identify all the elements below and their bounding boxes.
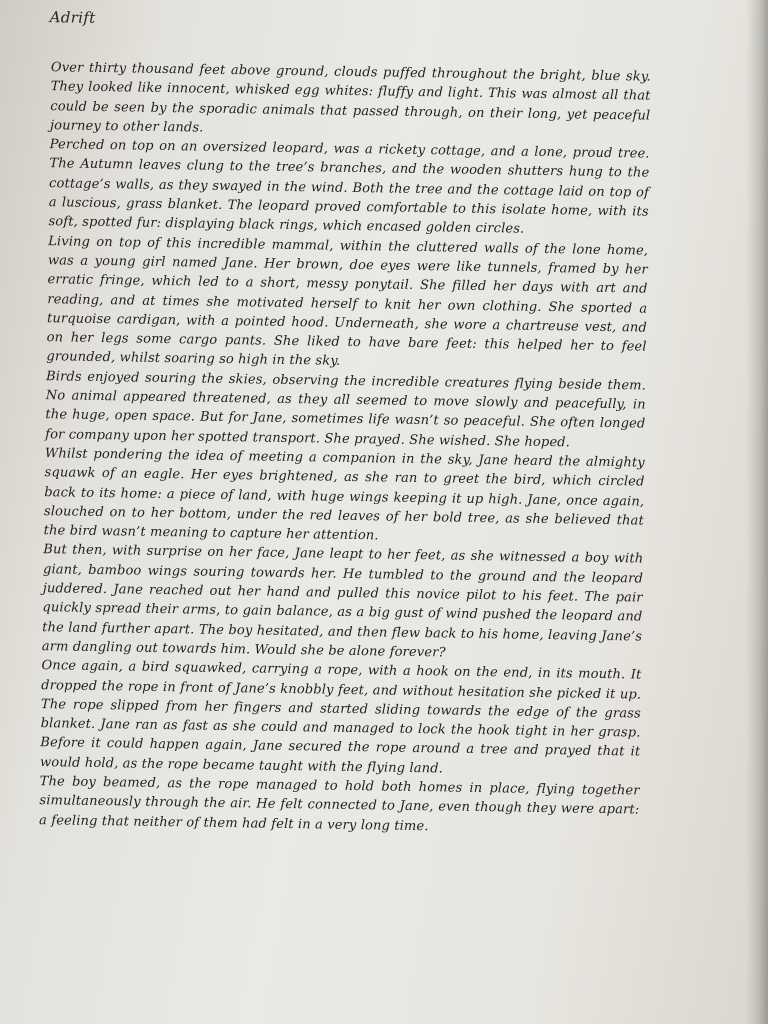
page-edge-shadow	[746, 0, 768, 1024]
paragraph-1: Over thirty thousand feet above ground, clouds puffed throughout the bright, blue sky. They looked like innocent, whisked egg whites: fluffy and light. This was almost all that could be seen by the sporadic animals that passed through, on their long, yet peaceful journey to other lands.	[49, 60, 651, 136]
document-title: Adrift	[49, 8, 96, 27]
paragraph-2: Perched on top on an oversized leopard, was a rickety cottage, and a lone, proud tree. The Autumn leaves clung to the tree’s branches, and the wooden shutters hung to the cottage’s walls, as they swayed in the wind. Both the tree and the cottage laid on top of a luscious, grass blanket. The leopard proved comfortable to this isolate home, with its soft, spotted fur: displaying black rings, which encased golden circles.	[48, 137, 650, 238]
paragraph-8: The boy beamed, as the rope managed to hold both homes in place, flying together simultaneously through the air. He felt connected to Jane, even though they were apart: a feeling that neither of them had felt in a very long time.	[38, 774, 640, 834]
paragraph-3: Living on top of this incredible mammal, within the cluttered walls of the lone home, was a young girl named Jane. Her brown, doe eyes were like tunnels, framed by her erratic fringe, which led to a short, messy ponytail. She filled her days with art and reading, and at times she motivated herself to knit her own clothing. She sported a turquoise cardigan, with a pointed hood. Underneath, she wore a chartreuse vest, and on her legs some cargo pants. She liked to have bare feet: this helped her to feel grounded, whilst soaring so high in the sky.	[46, 233, 649, 370]
paragraph-5: Whilst pondering the idea of meeting a companion in the sky, Jane heard the almighty squawk of an eagle. Her eyes brightened, as she ran to greet the bird, which circled back to its home: a piece of land, with huge wings keeping it up high. Jane, once again, slouched on to her bottom, under the red leaves of her bold tree, as she believed that the bird wasn’t meaning to capture her attention.	[43, 446, 645, 544]
story-text	[39, 58, 651, 839]
paragraph-6: But then, with surprise on her face, Jane leapt to her feet, as she witnessed a boy with giant, bamboo wings souring towards her. He tumbled to the ground and the leopard juddered. Jane reached out her hand and pulled this novice pilot to his feet. The pair quickly spread their arms, to gain balance, as a big gust of wind pushed the leopard and the land further apart. The boy hesitated, and then flew back to his home, leaving Jane’s arm dangling out towards him. Would she be alone forever?	[41, 542, 644, 661]
document-page	[24, 0, 740, 1024]
paragraph-7: Once again, a bird squawked, carrying a rope, with a hook on the end, in its mouth. It dropped the rope in front of Jane’s knobbly feet, and without hesitation she picked it up. The rope slipped from her fingers and started sliding towards the edge of the grass blanket. Jane ran as fast as she could and managed to lock the hook tight in her grasp. Before it could happen again, Jane secured the rope around a tree and prayed that it would hold, as the rope became taught with the flying land.	[39, 658, 642, 777]
paragraph-4: Birds enjoyed souring the skies, observing the incredible creatures flying beside them. No animal appeared threatened, as they all seemed to move slowly and peacefully, in the huge, open space. But for Jane, sometimes life wasn’t so peaceful. She often longed for company upon her spotted transport. She prayed. She wished. She hoped.	[45, 368, 647, 451]
